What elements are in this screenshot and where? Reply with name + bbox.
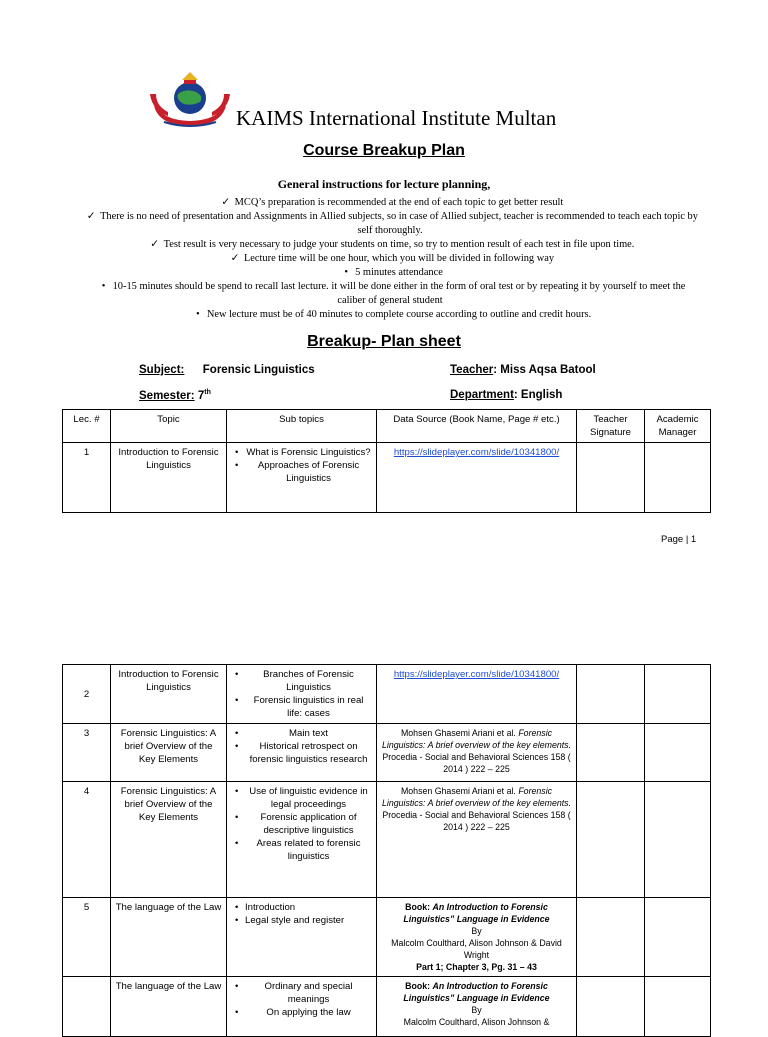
check-icon: ✓	[221, 197, 231, 208]
source-journal: Procedia - Social and Behavioral Sciences 158 ( 2014 ) 222 – 225	[382, 752, 571, 774]
lec-number: 3	[63, 724, 111, 782]
general-instructions-heading: General instructions for lecture planning,	[277, 177, 491, 191]
instruction-item: ✓ MCQ’s preparation is recommended at the end of each topic to get better result	[80, 196, 700, 210]
table-row	[63, 724, 711, 782]
topic-cell: Introduction to Forensic Linguistics	[111, 665, 227, 724]
instruction-item: • 10-15 minutes should be spend to recall last lecture. it will be done either in the form of oral test or by repeating it by yourself to meet the caliber of general student	[80, 280, 700, 308]
book-by: By	[471, 1005, 482, 1015]
teacher-label: Teacher	[450, 364, 494, 376]
semester-line	[139, 389, 211, 402]
plan-table-page-2	[62, 664, 711, 1037]
table-header-row	[63, 410, 711, 443]
book-authors: Malcolm Coulthard, Alison Johnson &	[403, 1017, 550, 1027]
department-label: Department	[450, 389, 514, 401]
table-row	[63, 443, 711, 513]
bullet-icon: •	[344, 267, 348, 278]
semester-value: 7	[197, 389, 205, 402]
subtopic-item: • Main text	[235, 727, 372, 740]
book-title: An Introduction to Forensic Linguistics” Language in Evidence	[403, 981, 550, 1003]
subtopic-item: • Ordinary and special meanings	[235, 980, 372, 1006]
plan-sheet-title: Breakup- Plan sheet	[307, 333, 461, 350]
source-title: Forensic Linguistics: A brief overview of the key elements.	[381, 786, 572, 808]
page-number: Page | 1	[661, 534, 697, 545]
source-cell	[377, 443, 577, 513]
institute-logo-icon	[148, 70, 232, 128]
subtopic-item: • Historical retrospect on forensic linguistics research	[235, 740, 372, 766]
academic-manager-cell	[645, 898, 711, 977]
source-author: Mohsen Ghasemi Ariani et al.	[400, 786, 516, 796]
subtopic-item: • Forensic linguistics in real life: cases	[235, 694, 372, 720]
subtopic-item: • Approaches of Forensic Linguistics	[235, 459, 372, 485]
subtopic-item: • Branches of Forensic Linguistics	[235, 668, 372, 694]
source-cell	[377, 898, 577, 977]
book-title: An Introduction to Forensic Linguistics” Language in Evidence	[403, 902, 550, 924]
source-cell	[377, 782, 577, 898]
topic-cell: The language of the Law	[111, 898, 227, 977]
teacher-signature-cell	[577, 898, 645, 977]
subtopics-cell	[227, 898, 377, 977]
subtopic-item: • What is Forensic Linguistics?	[235, 446, 372, 459]
department-value: : English	[513, 389, 563, 401]
academic-manager-cell	[645, 665, 711, 724]
source-cell	[377, 977, 577, 1037]
book-part: Part 1; Chapter 3, Pg. 31 – 43	[416, 962, 537, 972]
header-topic: Topic	[111, 410, 227, 443]
teacher-signature-cell	[577, 724, 645, 782]
instruction-item: • 5 minutes attendance	[80, 266, 700, 280]
teacher-value: : Miss Aqsa Batool	[493, 364, 596, 376]
instruction-item: ✓ Lecture time will be one hour, which you will be divided in following way	[80, 252, 700, 266]
book-authors: Malcolm Coulthard, Alison Johnson & David Wright	[391, 938, 562, 960]
book-label: Book:	[405, 981, 431, 991]
subject-label: Subject:	[139, 364, 185, 376]
teacher-signature-cell	[577, 977, 645, 1037]
semester-suffix: th	[204, 389, 211, 396]
topic-cell: Forensic Linguistics: A brief Overview of the Key Elements	[111, 724, 227, 782]
academic-manager-cell	[645, 724, 711, 782]
header-subtopics: Sub topics	[227, 410, 377, 443]
source-journal: Procedia - Social and Behavioral Sciences 158 ( 2014 ) 222 – 225	[382, 810, 571, 832]
subject-line	[139, 364, 315, 376]
lec-number: 1	[63, 443, 111, 513]
instruction-item: ✓ Test result is very necessary to judge your students on time, so try to mention result of each test in file upon time.	[80, 238, 700, 252]
subtopics-cell	[227, 665, 377, 724]
subtopics-cell	[227, 724, 377, 782]
subtopics-cell	[227, 977, 377, 1037]
subtopic-item: • Introduction	[235, 901, 372, 914]
header-lec: Lec. #	[63, 410, 111, 443]
academic-manager-cell	[645, 977, 711, 1037]
subtopics-cell	[227, 443, 377, 513]
source-cell	[377, 724, 577, 782]
check-icon: ✓	[86, 211, 96, 222]
subtopic-item: • Areas related to forensic linguistics	[235, 837, 372, 863]
topic-cell: The language of the Law	[111, 977, 227, 1037]
table-row	[63, 782, 711, 898]
instruction-item: • New lecture must be of 40 minutes to complete course according to outline and credit hours.	[80, 308, 700, 322]
table-row	[63, 977, 711, 1037]
topic-cell: Introduction to Forensic Linguistics	[111, 443, 227, 513]
semester-label: Semester:	[139, 389, 195, 402]
subtopics-cell	[227, 782, 377, 898]
teacher-signature-cell	[577, 782, 645, 898]
instruction-item: ✓ There is no need of presentation and Assignments in Allied subjects, so in case of Allied subject, teacher is recommended to teach each topic by self thoroughly.	[80, 210, 700, 238]
subject-value: Forensic Linguistics	[202, 364, 315, 376]
table-row	[63, 898, 711, 977]
source-cell	[377, 665, 577, 724]
source-link[interactable]: https://slideplayer.com/slide/10341800/	[393, 447, 560, 458]
bullet-icon: •	[196, 309, 200, 320]
teacher-signature-cell	[577, 443, 645, 513]
header-teacher-signature: Teacher Signature	[577, 410, 645, 443]
book-label: Book:	[405, 902, 431, 912]
lec-number: 2	[63, 665, 111, 724]
academic-manager-cell	[645, 443, 711, 513]
topic-cell: Forensic Linguistics: A brief Overview of the Key Elements	[111, 782, 227, 898]
check-icon: ✓	[150, 239, 159, 250]
table-row	[63, 665, 711, 724]
header-data-source: Data Source (Book Name, Page # etc.)	[377, 410, 577, 443]
book-by: By	[471, 926, 482, 936]
source-title: Forensic Linguistics: A brief overview of the key elements.	[381, 728, 572, 750]
lec-number: 4	[63, 782, 111, 898]
teacher-signature-cell	[577, 665, 645, 724]
lec-number	[63, 977, 111, 1037]
header-academic-manager: Academic Manager	[645, 410, 711, 443]
subtopic-item: • On applying the law	[235, 1006, 372, 1019]
plan-table-page-1	[62, 409, 711, 513]
course-plan-title: Course Breakup Plan	[303, 142, 465, 159]
institute-title: KAIMS International Institute Multan	[236, 106, 557, 130]
academic-manager-cell	[645, 782, 711, 898]
source-link[interactable]: https://slideplayer.com/slide/10341800/	[393, 669, 560, 680]
bullet-icon: •	[101, 281, 106, 292]
subtopic-item: • Legal style and register	[235, 914, 372, 927]
teacher-line	[450, 364, 596, 376]
department-line	[450, 389, 562, 401]
check-icon: ✓	[230, 253, 240, 264]
subtopic-item: • Use of linguistic evidence in legal proceedings	[235, 785, 372, 811]
instructions-list	[80, 196, 700, 322]
lec-number: 5	[63, 898, 111, 977]
source-author: Mohsen Ghasemi Ariani et al.	[400, 728, 516, 738]
subtopic-item: • Forensic application of descriptive linguistics	[235, 811, 372, 837]
